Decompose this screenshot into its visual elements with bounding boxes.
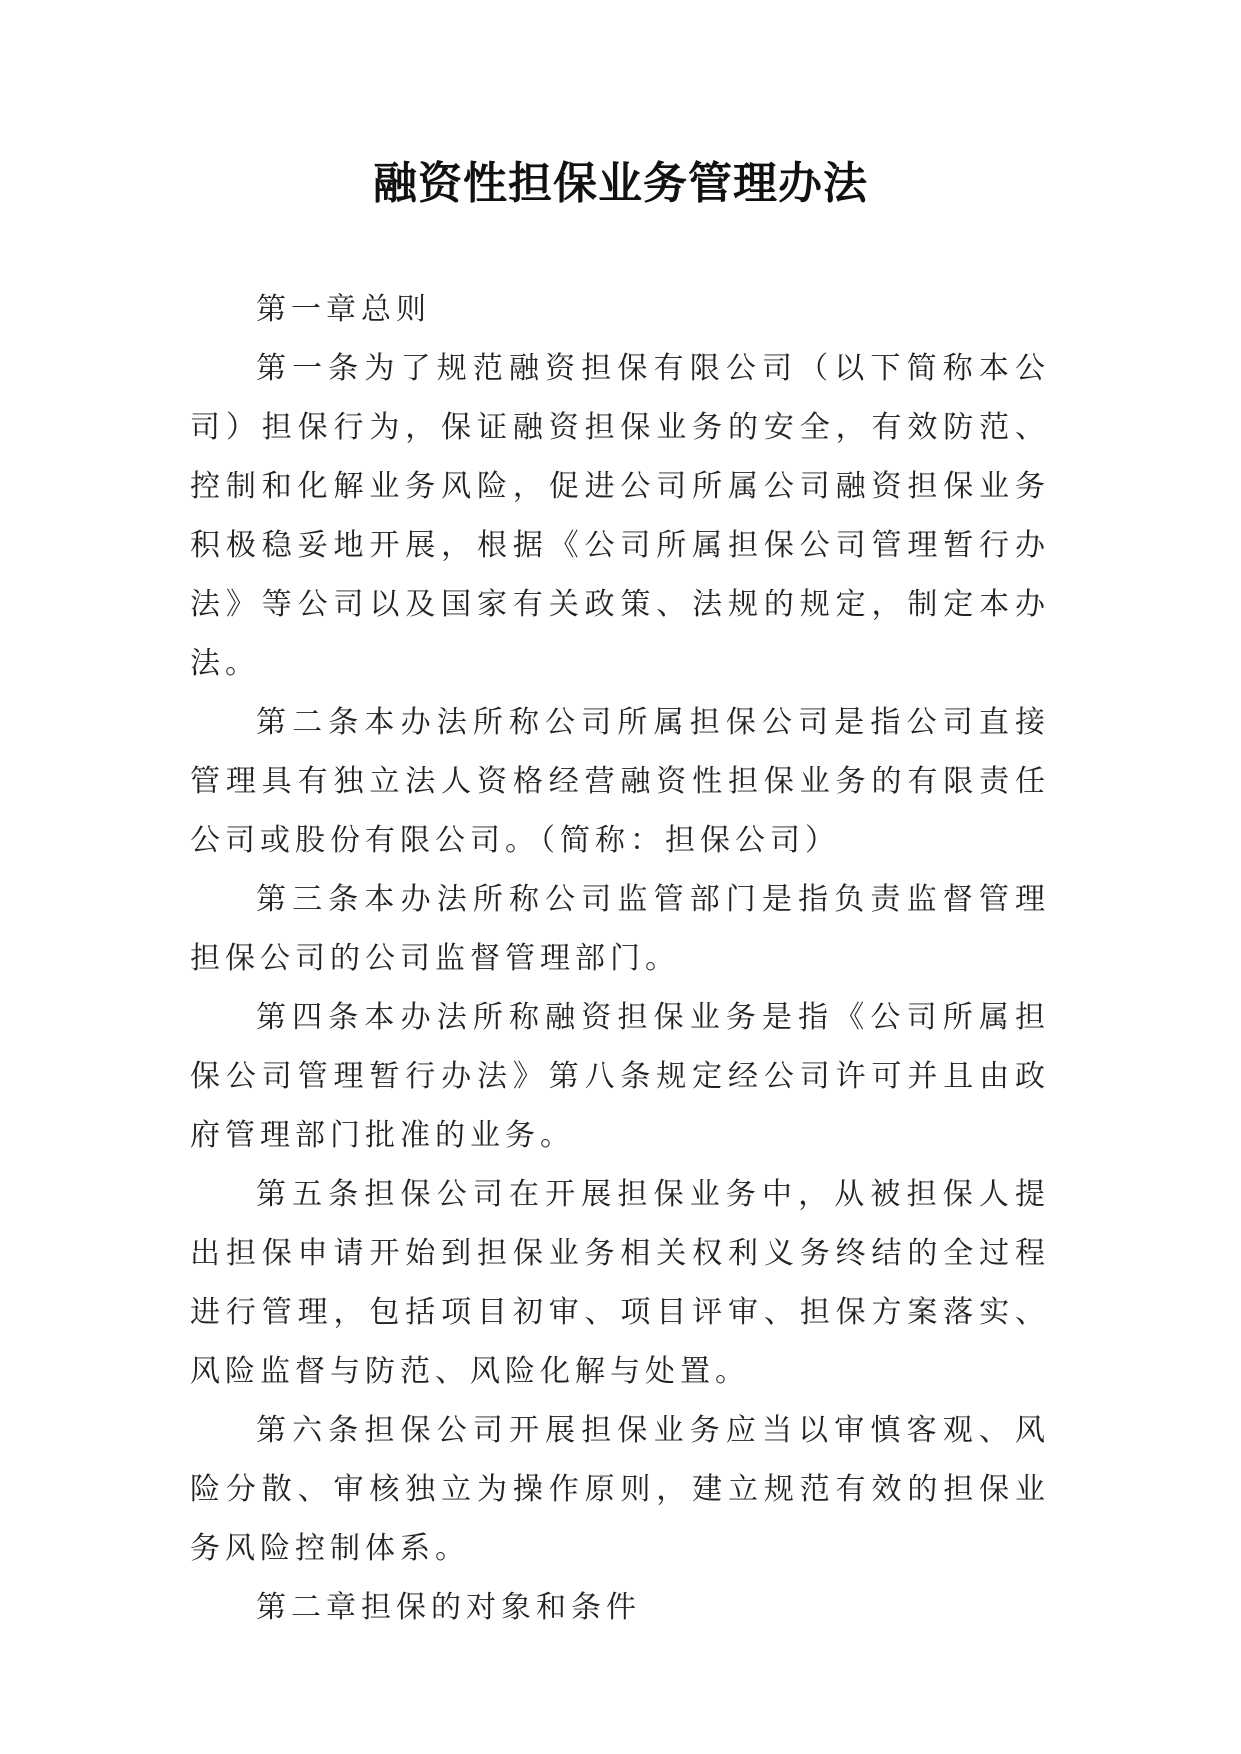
article-paragraph: 第六条担保公司开展担保业务应当以审慎客观、风险分散、审核独立为操作原则，建立规范有效的担保业务风险控制体系。 [190, 1413, 1050, 1566]
document-body [190, 280, 1050, 1637]
document-title: 融资性担保业务管理办法 [373, 158, 868, 209]
article-paragraph: 第二条本办法所称公司所属担保公司是指公司直接管理具有独立法人资格经营融资性担保业务的有限责任公司或股份有限公司。（简称：担保公司） [190, 705, 1050, 858]
article-paragraph: 第四条本办法所称融资担保业务是指《公司所属担保公司管理暂行办法》第八条规定经公司许可并且由政府管理部门批准的业务。 [190, 1000, 1050, 1153]
chapter-heading: 第二章担保的对象和条件 [256, 1590, 641, 1625]
article-paragraph: 第一条为了规范融资担保有限公司（以下简称本公司）担保行为，保证融资担保业务的安全，有效防范、控制和化解业务风险，促进公司所属公司融资担保业务积极稳妥地开展，根据《公司所属担保公司管理暂行办法》等公司以及国家有关政策、法规的规定，制定本办法。 [190, 351, 1050, 681]
article-paragraph: 第五条担保公司在开展担保业务中，从被担保人提出担保申请开始到担保业务相关权利义务终结的全过程进行管理，包括项目初审、项目评审、担保方案落实、风险监督与防范、风险化解与处置。 [190, 1177, 1050, 1389]
article-paragraph: 第三条本办法所称公司监管部门是指负责监督管理担保公司的公司监督管理部门。 [190, 882, 1050, 976]
chapter-heading: 第一章总则 [256, 292, 431, 327]
